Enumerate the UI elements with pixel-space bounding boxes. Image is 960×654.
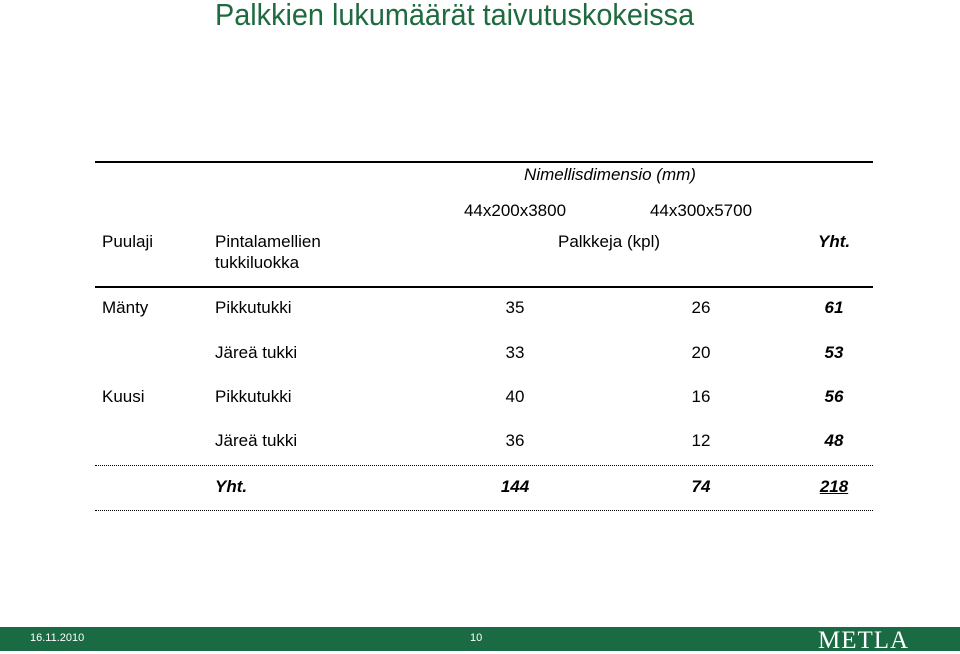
class-cell: Järeä tukki xyxy=(215,343,298,362)
page-title: Palkkien lukumäärät taivutuskokeissa xyxy=(215,0,695,32)
species-cell: Mänty xyxy=(102,298,149,317)
total-bottom-rule xyxy=(95,510,873,511)
dim2-cell: 12 xyxy=(691,431,711,450)
grand-total: 218 xyxy=(819,477,849,496)
dim2-cell: 20 xyxy=(691,343,711,362)
total-cell: 48 xyxy=(824,431,844,450)
class-cell: Pikkutukki xyxy=(215,387,292,406)
class-cell: Pikkutukki xyxy=(215,298,292,317)
dim1-cell: 36 xyxy=(505,431,525,450)
dim1-cell: 35 xyxy=(505,298,525,317)
table-top-rule xyxy=(95,161,873,163)
total-cell: 56 xyxy=(824,387,844,406)
total-cell: 61 xyxy=(824,298,844,317)
header-rule xyxy=(95,286,873,288)
total-top-rule xyxy=(95,465,873,466)
total-dim1: 144 xyxy=(500,477,530,496)
class-cell: Järeä tukki xyxy=(215,431,298,450)
dim1-cell: 40 xyxy=(505,387,525,406)
dim2-cell: 26 xyxy=(691,298,711,317)
page-number: 10 xyxy=(470,632,483,644)
total-dim2: 74 xyxy=(691,477,711,496)
species-header: Puulaji xyxy=(102,232,154,251)
class-header-line1: Pintalamellien xyxy=(215,232,321,251)
footer-bar xyxy=(0,627,960,654)
species-cell: Kuusi xyxy=(102,387,145,406)
metla-logo: METLA xyxy=(818,627,910,654)
class-header-line2: tukkiluokka xyxy=(215,253,300,272)
group-header: Nimellisdimensio (mm) xyxy=(524,165,696,184)
total-label: Yht. xyxy=(215,477,248,496)
footer-date: 16.11.2010 xyxy=(30,632,85,644)
total-header: Yht. xyxy=(818,232,851,251)
dim2-cell: 16 xyxy=(691,387,711,406)
dimension-1-header: 44x200x3800 xyxy=(463,201,567,220)
count-header: Palkkeja (kpl) xyxy=(557,232,661,251)
total-cell: 53 xyxy=(824,343,844,362)
dim1-cell: 33 xyxy=(505,343,525,362)
dimension-2-header: 44x300x5700 xyxy=(649,201,753,220)
